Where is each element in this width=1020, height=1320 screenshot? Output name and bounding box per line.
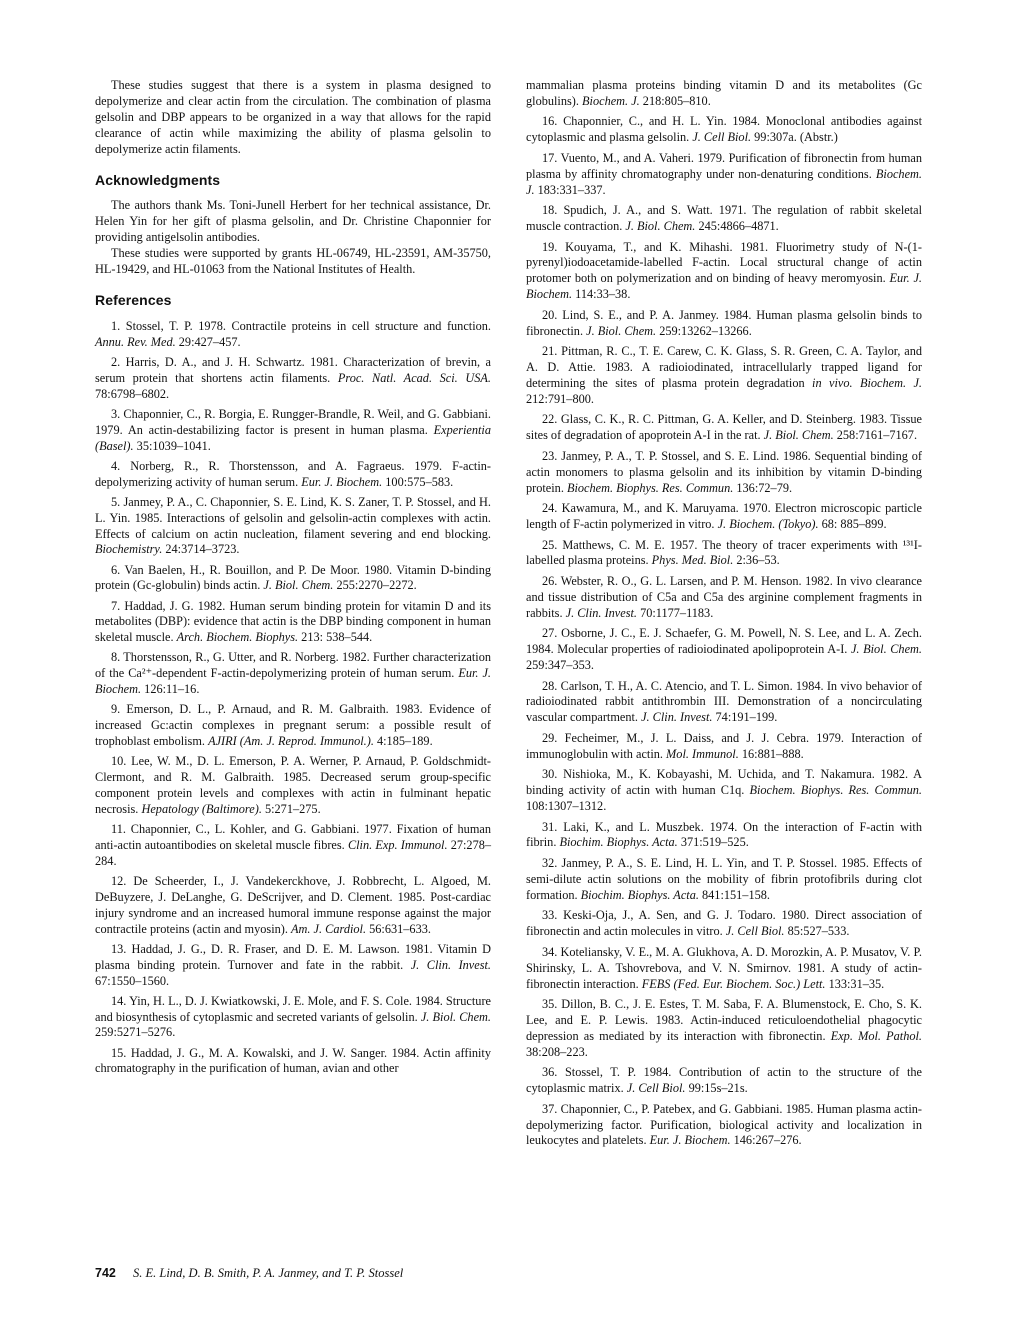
left-column xyxy=(95,78,491,1082)
reference-number: 10. xyxy=(111,754,132,769)
reference-text: De Scheerder, I., J. Vandekerckhove, J. Robbrecht, L. Algoed, M. DeBuyzere, J. DeLanghe, G. DeScrijver, and D. Clement. 1985. Post-cardiac injury syndrome and an increased humoral immune response against the major contractile proteins (actin and myosin). xyxy=(95,873,491,936)
reference-journal: J. Biol. Chem. xyxy=(586,323,657,338)
reference-number: 37. xyxy=(542,1101,561,1116)
reference-journal: Hepatology (Baltimore). xyxy=(141,801,262,816)
reference-number: 32. xyxy=(542,855,562,870)
reference-citation: 218:805–810. xyxy=(639,93,711,108)
reference-journal: Biochim. Biophys. Acta. xyxy=(559,835,678,850)
reference-item xyxy=(95,994,491,1042)
reference-item xyxy=(95,942,491,990)
references-list-left xyxy=(95,319,491,1078)
reference-number: 15. xyxy=(111,1045,131,1060)
reference-text: Janmey, P. A., S. E. Lind, H. L. Yin, and T. P. Stossel. 1985. Effects of semi-dilute actin solutions on the mobility of fibrin protofibrils during clot formation. xyxy=(526,855,922,902)
reference-item xyxy=(526,308,922,340)
reference-text: Nishioka, M., K. Kobayashi, M. Uchida, and T. Nakamura. 1982. A binding activity of actin with human C1q. xyxy=(526,767,923,798)
reference-number: 25. xyxy=(542,537,563,552)
reference-text: Fecheimer, M., J. L. Daiss, and J. J. Cebra. 1979. Interaction of immunoglobulin with actin. xyxy=(526,730,922,761)
reference-citation: 126:11–16. xyxy=(141,682,200,697)
reference-item xyxy=(526,574,922,622)
reference-journal: J. Biol. Chem. xyxy=(625,219,696,234)
reference-text: Kawamura, M., and K. Maruyama. 1970. Electron microscopic particle length of F-actin polymerized in vitro. xyxy=(526,501,922,531)
reference-journal: AJIRI (Am. J. Reprod. Immunol.). xyxy=(208,734,374,749)
reference-text: Osborne, J. C., E. J. Schaefer, G. M. Powell, N. S. Lee, and L. A. Zech. 1984. Molecular properties of radioiodinated apolipoprotein A-I. xyxy=(526,626,922,657)
reference-citation: 136:72–79. xyxy=(733,480,793,495)
reference-number: 35. xyxy=(542,997,562,1011)
reference-text: Chaponnier, C., L. Kohler, and G. Gabbiani. 1977. Fixation of human anti-actin autoantibodies on skeletal muscle fibres. xyxy=(95,822,491,852)
reference-item xyxy=(95,754,491,818)
reference-number: 34. xyxy=(542,944,561,959)
reference-item xyxy=(95,650,491,698)
reference-number: 5. xyxy=(111,494,124,509)
reference-journal: Phys. Med. Biol. xyxy=(651,553,734,568)
reference-journal: J. Clin. Invest. xyxy=(641,710,713,725)
reference-item xyxy=(526,344,922,408)
reference-text: Keski-Oja, J., A. Sen, and G. J. Todaro. 1980. Direct association of fibronectin and actin molecules in vitro. xyxy=(526,908,922,939)
reference-number: 3. xyxy=(111,406,124,421)
reference-journal: Mol. Immunol. xyxy=(666,746,739,761)
reference-item xyxy=(526,908,922,940)
reference-journal: Arch. Biochem. Biophys. xyxy=(176,630,299,645)
reference-item xyxy=(95,355,491,403)
reference-text: Stossel, T. P. 1984. Contribution of actin to the structure of the cytoplasmic matrix. xyxy=(526,1065,922,1096)
reference-citation: 371:519–525. xyxy=(677,835,749,850)
reference-number: 22. xyxy=(542,412,561,427)
reference-item xyxy=(526,731,922,763)
reference-citation: 16:881–888. xyxy=(738,746,804,761)
reference-journal: Biochem. Biophys. Res. Commun. xyxy=(749,783,922,798)
reference-number: 11. xyxy=(111,822,131,837)
reference-number: 26. xyxy=(542,573,561,588)
reference-citation: 56:631–633. xyxy=(366,921,431,936)
reference-text: mammalian plasma proteins binding vitamin D and its metabolites (Gc globulins). xyxy=(526,78,922,108)
reference-journal: J. Biol. Chem. xyxy=(850,642,922,657)
reference-text: Dillon, B. C., J. E. Estes, T. M. Saba, F. A. Blumenstock, E. Cho, S. K. Lee, and E. P. Lewis. 1983. Actin-induced reticuloendothelial phagocytic depression as mediated by its interaction with fibronectin. xyxy=(526,997,922,1043)
reference-citation: 259:347–353. xyxy=(526,658,594,673)
reference-citation: 114:33–38. xyxy=(572,287,631,302)
reference-text: Van Baelen, H., R. Bouillon, and P. De Moor. 1980. Vitamin D-binding protein (Gc-globulin) binds actin. xyxy=(95,562,491,593)
reference-number: 7. xyxy=(111,598,125,613)
reference-text: Lee, W. M., D. L. Emerson, P. A. Werner, P. Arnaud, P. Goldschmidt-Clermont, and R. M. Galbraith. 1985. Decreased serum group-specific component protein levels and complexes with actin in fulminant hepatic necrosis. xyxy=(95,754,491,816)
reference-citation: 24:3714–3723. xyxy=(162,542,240,557)
reference-citation: 183:331–337. xyxy=(534,182,606,197)
reference-journal: in vivo. Biochem. J. xyxy=(812,375,922,390)
reference-text: Emerson, D. L., P. Arnaud, and R. M. Galbraith. 1983. Evidence of increased Gc:actin complexes in pregnant serum: a possible result of trophoblast embolism. xyxy=(95,702,492,749)
reference-journal: Exp. Mol. Pathol. xyxy=(830,1028,922,1043)
reference-text: Matthews, C. M. E. 1957. The theory of tracer experiments with ¹³¹I-labelled plasma proteins. xyxy=(526,537,922,568)
reference-text: Glass, C. K., R. C. Pittman, G. A. Keller, and D. Steinberg. 1983. Tissue sites of degradation of apoprotein A-I in the rat. xyxy=(526,412,922,443)
reference-item xyxy=(526,856,922,904)
reference-journal: Am. J. Cardiol. xyxy=(291,921,367,936)
reference-item xyxy=(526,626,922,674)
reference-citation: 67:1550–1560. xyxy=(95,973,170,988)
reference-text: Lind, S. E., and P. A. Janmey. 1984. Human plasma gelsolin binds to fibronectin. xyxy=(526,307,922,338)
reference-number: 31. xyxy=(542,819,564,834)
reference-text: Janmey, P. A., T. P. Stossel, and S. E. Lind. 1986. Sequential binding of actin monomers to plasma gelsolin and its inhibition by vitamin D-binding protein. xyxy=(526,448,922,495)
reference-journal: Biochem. J. xyxy=(526,166,922,197)
reference-journal: Eur. J. Biochem. xyxy=(526,271,923,302)
references-list-right xyxy=(526,78,922,1149)
reference-item xyxy=(526,1065,922,1097)
reference-journal: Eur. J. Biochem. xyxy=(301,474,383,489)
reference-number: 4. xyxy=(111,458,131,473)
reference-item xyxy=(526,767,922,815)
reference-citation: 146:267–276. xyxy=(730,1133,802,1148)
reference-journal: J. Cell Biol. xyxy=(692,130,752,145)
reference-item xyxy=(526,820,922,852)
reference-number: 1. xyxy=(111,318,126,333)
reference-journal: J. Clin. Invest. xyxy=(565,605,637,620)
reference-number: 2. xyxy=(111,354,126,369)
reference-item xyxy=(95,874,491,938)
reference-number: 17. xyxy=(542,150,561,165)
reference-number: 21. xyxy=(542,344,562,359)
reference-journal: Annu. Rev. Med. xyxy=(95,334,176,349)
reference-text: Norberg, R., R. Thorstensson, and A. Fagraeus. 1979. F-actin-depolymerizing activity of human serum. xyxy=(95,458,491,489)
reference-journal: Clin. Exp. Immunol. xyxy=(347,837,448,852)
reference-journal: J. Clin. Invest. xyxy=(410,957,492,972)
reference-journal: J. Biol. Chem. xyxy=(763,428,834,443)
reference-citation: 68: 885–899. xyxy=(818,517,887,531)
reference-item xyxy=(526,997,922,1061)
reference-text: Pittman, R. C., T. E. Carew, C. K. Glass, S. R. Green, C. A. Taylor, and A. D. Attie. 1983. A radioiodinated, intracellularly trapped ligand for determining the sites of plasma protein degradation xyxy=(526,344,922,390)
reference-number: 8. xyxy=(111,650,124,665)
reference-citation: 5:271–275. xyxy=(261,801,321,816)
reference-item xyxy=(95,1046,491,1078)
reference-citation: 27:278–284. xyxy=(95,837,492,868)
reference-citation: 245:4866–4871. xyxy=(695,219,779,234)
reference-journal: J. Biochem. (Tokyo). xyxy=(717,517,819,531)
reference-text: Haddad, J. G., D. R. Fraser, and D. E. M. Lawson. 1981. Vitamin D plasma binding protein. Turnover and fate in the rabbit. xyxy=(95,941,491,972)
reference-item xyxy=(526,114,922,146)
reference-citation: 255:2270–2272. xyxy=(333,578,417,593)
reference-item xyxy=(526,412,922,444)
reference-number: 12. xyxy=(111,873,134,888)
reference-item xyxy=(526,945,922,993)
acknowledgments-paragraph-1: The authors thank Ms. Toni-Junell Herbert for her technical assistance, Dr. Helen Yin for her gift of plasma gelsolin, and Dr. Christine Chaponnier for providing antigelsolin antibodies. xyxy=(95,198,491,245)
reference-journal: Proc. Natl. Acad. Sci. USA. xyxy=(337,370,492,385)
reference-citation: 99:307a. (Abstr.) xyxy=(751,130,838,145)
reference-number: 13. xyxy=(111,941,132,956)
reference-text: Chaponnier, C., and H. L. Yin. 1984. Monoclonal antibodies against cytoplasmic and plasma gelsolin. xyxy=(526,114,922,145)
reference-citation: 212:791–800. xyxy=(526,391,594,406)
reference-text: Koteliansky, V. E., M. A. Glukhova, A. D. Morozkin, A. P. Musatov, V. P. Shirinsky, L. A. Tshovrebova, and V. N. Smirnov. 1981. A study of actin-fibronectin interaction. xyxy=(526,944,923,991)
reference-citation: 213: 538–544. xyxy=(298,630,373,645)
reference-number: 16. xyxy=(542,114,564,129)
reference-item xyxy=(526,203,922,235)
intro-paragraph: These studies suggest that there is a system in plasma designed to depolymerize and clear actin from the circulation. The combination of plasma gelsolin and DBP appears to be organized in a way that allows for the rapid clearance of actin while maximizing the ability of plasma gelsolin to depolymerize actin filaments. xyxy=(95,78,491,156)
reference-item xyxy=(95,407,491,455)
reference-text: Chaponnier, C., R. Borgia, E. Rungger-Brandle, R. Weil, and G. Gabbiani. 1979. An actin-destabilizing factor is present in human plasma. xyxy=(95,406,491,437)
reference-journal: Biochim. Biophys. Acta. xyxy=(580,887,699,902)
reference-text: Harris, D. A., and J. H. Schwartz. 1981. Characterization of brevin, a serum protein that shortens actin filaments. xyxy=(95,354,491,385)
reference-item xyxy=(526,501,922,533)
reference-item xyxy=(95,599,491,647)
reference-text: Spudich, J. A., and S. Watt. 1971. The regulation of rabbit skeletal muscle contraction. xyxy=(526,203,922,234)
reference-number: 9. xyxy=(111,702,127,717)
reference-item xyxy=(95,319,491,351)
reference-item xyxy=(95,459,491,491)
reference-citation: 78:6798–6802. xyxy=(95,386,170,401)
reference-number: 28. xyxy=(542,678,561,693)
reference-number: 18. xyxy=(542,203,564,218)
reference-text: Stossel, T. P. 1978. Contractile proteins in cell structure and function. xyxy=(125,318,491,333)
reference-text: Yin, H. L., D. J. Kwiatkowski, J. E. Mole, and F. S. Cole. 1984. Structure and biosynthesis of cytoplasmic and secreted variants of gelsolin. xyxy=(95,993,491,1024)
reference-citation: 108:1307–1312. xyxy=(526,799,607,814)
right-column xyxy=(526,78,922,1154)
reference-text: Vuento, M., and A. Vaheri. 1979. Purification of fibronectin from human plasma by affinity chromatography under non-denaturing conditions. xyxy=(526,150,922,181)
references-heading: References xyxy=(95,291,172,308)
reference-journal: Biochemistry. xyxy=(95,542,163,557)
reference-item xyxy=(526,538,922,570)
reference-item xyxy=(526,679,922,727)
reference-number: 6. xyxy=(111,562,125,577)
reference-item xyxy=(95,495,491,559)
reference-citation: 258:7161–7167. xyxy=(833,428,918,443)
reference-number: 23. xyxy=(542,448,562,463)
reference-text: Haddad, J. G., M. A. Kowalski, and J. W. Sanger. 1984. Actin affinity chromatography in the purification of human, avian and other xyxy=(95,1045,491,1076)
reference-item xyxy=(526,151,922,199)
footer-authors: S. E. Lind, D. B. Smith, P. A. Janmey, and T. P. Stossel xyxy=(132,1266,404,1280)
acknowledgments-paragraph-2: These studies were supported by grants HL-06749, HL-23591, AM-35750, HL-19429, and HL-01063 from the National Institutes of Health. xyxy=(95,246,491,277)
reference-citation: 4:185–189. xyxy=(373,734,433,749)
reference-item xyxy=(95,822,491,870)
reference-journal: Biochem. Biophys. Res. Commun. xyxy=(566,480,734,495)
reference-citation: 99:15s–21s. xyxy=(685,1081,748,1096)
reference-citation: 74:191–199. xyxy=(712,710,778,725)
page-footer xyxy=(95,1266,403,1281)
reference-journal: J. Cell Biol. xyxy=(725,924,785,939)
reference-number: 19. xyxy=(542,239,566,254)
reference-citation: 29:427–457. xyxy=(175,334,241,349)
reference-number: 24. xyxy=(542,501,562,516)
reference-citation: 38:208–223. xyxy=(526,1044,588,1059)
reference-journal: J. Biol. Chem. xyxy=(263,578,334,593)
reference-text: Haddad, J. G. 1982. Human serum binding protein for vitamin D and its metabolites (DBP): evidence that actin is the DBP binding component in human skeletal muscle. xyxy=(95,598,491,645)
reference-journal: FEBS (Fed. Eur. Biochem. Soc.) Lett. xyxy=(641,976,826,991)
reference-citation: 70:1177–1183. xyxy=(637,605,714,620)
reference-item xyxy=(95,702,491,750)
reference-citation: 133:31–35. xyxy=(825,976,885,991)
reference-journal: Eur. J. Biochem. xyxy=(649,1133,731,1148)
reference-number: 14. xyxy=(111,993,130,1008)
reference-journal: Experientia (Basel). xyxy=(95,422,491,453)
acknowledgments-heading: Acknowledgments xyxy=(95,171,221,188)
reference-citation: 100:575–583. xyxy=(382,474,454,489)
reference-journal: Biochem. J. xyxy=(582,93,640,108)
reference-citation: 2:36–53. xyxy=(733,553,780,568)
reference-number: 36. xyxy=(542,1065,565,1080)
reference-text: Kouyama, T., and K. Mihashi. 1981. Fluorimetry study of N-(1-pyrenyl)iodoacetamide-labelled F-actin. Local structural change of actin protomer both on polymerization and on binding of heavy meromyosin. xyxy=(526,239,922,286)
reference-item xyxy=(526,240,922,304)
reference-item xyxy=(526,449,922,497)
reference-number: 27. xyxy=(542,626,562,641)
reference-text: Chaponnier, C., P. Patebex, and G. Gabbiani. 1985. Human plasma actin-depolymerizing factor. Purification, biological activity and localization in leukocytes and platelets. xyxy=(526,1101,922,1148)
reference-number: 30. xyxy=(542,767,564,782)
reference-journal: Eur. J. Biochem. xyxy=(95,666,492,697)
reference-citation: 35:1039–1041. xyxy=(133,438,211,453)
reference-number: 29. xyxy=(542,730,565,745)
reference-item xyxy=(526,78,922,110)
reference-text: Janmey, P. A., C. Chaponnier, S. E. Lind, K. S. Zaner, T. P. Stossel, and H. L. Yin. 1985. Interactions of gelsolin and gelsolin-actin complexes with actin. Effects of calcium on actin nucleation, filament severing and end blocking. xyxy=(95,494,492,541)
reference-number: 20. xyxy=(542,307,563,322)
reference-citation: 841:151–158. xyxy=(698,887,770,902)
reference-journal: J. Cell Biol. xyxy=(626,1081,686,1096)
reference-citation: 259:5271–5276. xyxy=(95,1025,176,1040)
reference-citation: 85:527–533. xyxy=(784,924,850,939)
page-number: 742 xyxy=(95,1266,116,1280)
reference-text: Webster, R. O., G. L. Larsen, and P. M. Henson. 1982. In vivo clearance and tissue distribution of C5a and C5a des arginine complement fragments in rabbits. xyxy=(526,573,922,620)
reference-item xyxy=(526,1102,922,1150)
reference-text: Carlson, T. H., A. C. Atencio, and T. L. Simon. 1984. In vivo behavior of radioiodinated rabbit antithrombin III. Demonstration of a noncirculating vascular compartment. xyxy=(526,678,922,725)
reference-text: Laki, K., and L. Muszbek. 1974. On the interaction of F-actin with fibrin. xyxy=(526,819,922,850)
reference-number: 33. xyxy=(542,908,564,923)
reference-text: Thorstensson, R., G. Utter, and R. Norberg. 1982. Further characterization of the Ca²⁺-dependent F-actin-depolymerizing protein of human serum. xyxy=(95,650,491,681)
reference-citation: 259:13262–13266. xyxy=(656,323,752,338)
reference-item xyxy=(95,563,491,595)
reference-journal: J. Biol. Chem. xyxy=(420,1009,491,1024)
